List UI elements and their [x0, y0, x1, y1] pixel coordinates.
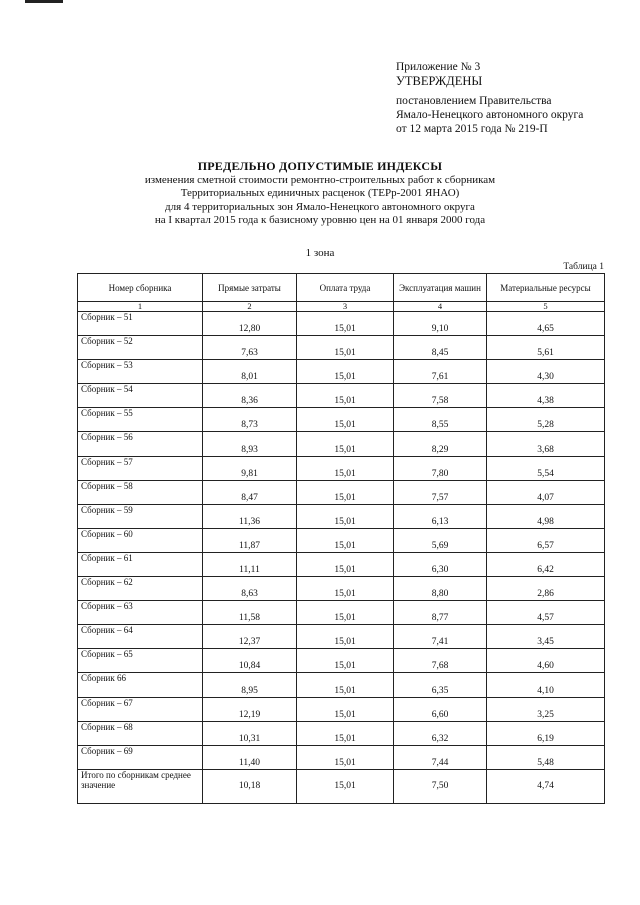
table-row [78, 577, 605, 601]
collection-name: Сборник – 56 [78, 432, 203, 456]
labor-value: 15,01 [297, 552, 394, 576]
table-row [78, 673, 605, 697]
machines-value: 7,57 [394, 480, 487, 504]
table-row [78, 552, 605, 576]
table-row [78, 480, 605, 504]
header-machines: Эксплуатация машин [394, 274, 487, 302]
heading-line-3: для 4 территориальных зон Ямало-Ненецкого автономного округа [165, 200, 475, 213]
machines-value: 7,58 [394, 384, 487, 408]
labor-value: 15,01 [297, 456, 394, 480]
labor-value: 15,01 [297, 745, 394, 769]
labor-value: 15,01 [297, 312, 394, 336]
collection-name: Сборник – 52 [78, 336, 203, 360]
labor-value: 15,01 [297, 721, 394, 745]
materials-value: 3,45 [487, 625, 605, 649]
direct-costs-value: 11,11 [203, 552, 297, 576]
table-row [78, 360, 605, 384]
labor-value: 15,01 [297, 625, 394, 649]
collection-name: Сборник – 58 [78, 480, 203, 504]
direct-costs-value: 11,40 [203, 745, 297, 769]
materials-value: 2,86 [487, 577, 605, 601]
machines-value: 7,41 [394, 625, 487, 649]
table-row [78, 649, 605, 673]
collection-name: Сборник – 59 [78, 504, 203, 528]
labor-value: 15,01 [297, 601, 394, 625]
collection-name: Сборник – 63 [78, 601, 203, 625]
table-row [78, 528, 605, 552]
labor-value: 15,01 [297, 360, 394, 384]
table-row [78, 601, 605, 625]
top-edge-mark [25, 0, 63, 3]
collection-name: Сборник – 69 [78, 745, 203, 769]
labor-value: 15,01 [297, 504, 394, 528]
materials-value: 5,48 [487, 745, 605, 769]
total-direct: 10,18 [203, 769, 297, 803]
collection-name: Сборник – 55 [78, 408, 203, 432]
machines-value: 6,35 [394, 673, 487, 697]
machines-value: 7,68 [394, 649, 487, 673]
labor-value: 15,01 [297, 384, 394, 408]
machines-value: 8,77 [394, 601, 487, 625]
direct-costs-value: 8,63 [203, 577, 297, 601]
table-number: Таблица 1 [563, 262, 604, 272]
direct-costs-value: 8,95 [203, 673, 297, 697]
labor-value: 15,01 [297, 408, 394, 432]
machines-value: 5,69 [394, 528, 487, 552]
approval-date: от 12 марта 2015 года № 219-П [396, 123, 548, 135]
table-row [78, 456, 605, 480]
table-row [78, 745, 605, 769]
labor-value: 15,01 [297, 480, 394, 504]
materials-value: 6,19 [487, 721, 605, 745]
direct-costs-value: 8,93 [203, 432, 297, 456]
machines-value: 8,55 [394, 408, 487, 432]
approval-resolution: постановлением Правительства [396, 95, 552, 107]
materials-value: 5,28 [487, 408, 605, 432]
materials-value: 4,07 [487, 480, 605, 504]
materials-value: 3,68 [487, 432, 605, 456]
direct-costs-value: 12,80 [203, 312, 297, 336]
direct-costs-value: 8,36 [203, 384, 297, 408]
materials-value: 4,57 [487, 601, 605, 625]
table-row [78, 625, 605, 649]
materials-value: 4,30 [487, 360, 605, 384]
labor-value: 15,01 [297, 528, 394, 552]
collection-name: Сборник – 67 [78, 697, 203, 721]
machines-value: 6,60 [394, 697, 487, 721]
heading-line-2: Территориальных единичных расценок (ТЕРр-2001 ЯНАО) [180, 187, 460, 199]
table-row [78, 504, 605, 528]
direct-costs-value: 10,31 [203, 721, 297, 745]
labor-value: 15,01 [297, 432, 394, 456]
direct-costs-value: 12,37 [203, 625, 297, 649]
materials-value: 4,98 [487, 504, 605, 528]
header-direct-costs: Прямые затраты [203, 274, 297, 302]
zone-label: 1 зона [305, 247, 335, 259]
machines-value: 9,10 [394, 312, 487, 336]
direct-costs-value: 11,36 [203, 504, 297, 528]
machines-value: 7,61 [394, 360, 487, 384]
direct-costs-value: 10,84 [203, 649, 297, 673]
collection-name: Сборник – 53 [78, 360, 203, 384]
machines-value: 8,80 [394, 577, 487, 601]
direct-costs-value: 11,58 [203, 601, 297, 625]
direct-costs-value: 11,87 [203, 528, 297, 552]
table-row [78, 336, 605, 360]
materials-value: 4,60 [487, 649, 605, 673]
column-number: 3 [297, 302, 394, 312]
collection-name: Сборник – 62 [78, 577, 203, 601]
table-row [78, 697, 605, 721]
approved-label: УТВЕРЖДЕНЫ [396, 74, 483, 88]
total-label: Итого по сборникам среднее значение [78, 769, 203, 803]
column-number: 1 [78, 302, 203, 312]
appendix-number: Приложение № 3 [396, 61, 481, 73]
table-row [78, 312, 605, 336]
direct-costs-value: 7,63 [203, 336, 297, 360]
labor-value: 15,01 [297, 649, 394, 673]
machines-value: 7,44 [394, 745, 487, 769]
heading-line-1: изменения сметной стоимости ремонтно-строительных работ к сборникам [144, 173, 496, 186]
collection-name: Сборник – 60 [78, 528, 203, 552]
approval-authority: Ямало-Ненецкого автономного округа [396, 109, 584, 121]
materials-value: 6,42 [487, 552, 605, 576]
machines-value: 7,80 [394, 456, 487, 480]
machines-value: 8,29 [394, 432, 487, 456]
heading-line-4: на I квартал 2015 года к базисному уровню цен на 01 января 2000 года [154, 214, 486, 226]
labor-value: 15,01 [297, 673, 394, 697]
collection-name: Сборник – 64 [78, 625, 203, 649]
labor-value: 15,01 [297, 697, 394, 721]
total-machines: 7,50 [394, 769, 487, 803]
direct-costs-value: 9,81 [203, 456, 297, 480]
collection-name: Сборник – 61 [78, 552, 203, 576]
column-number: 5 [487, 302, 605, 312]
total-materials: 4,74 [487, 769, 605, 803]
collection-name: Сборник 66 [78, 673, 203, 697]
materials-value: 5,61 [487, 336, 605, 360]
machines-value: 6,13 [394, 504, 487, 528]
column-number-row [78, 302, 605, 312]
machines-value: 6,30 [394, 552, 487, 576]
header-labor: Оплата труда [297, 274, 394, 302]
table-header-row [78, 274, 605, 302]
column-number: 4 [394, 302, 487, 312]
materials-value: 4,65 [487, 312, 605, 336]
labor-value: 15,01 [297, 336, 394, 360]
materials-value: 3,25 [487, 697, 605, 721]
collection-name: Сборник – 57 [78, 456, 203, 480]
table-row [78, 408, 605, 432]
machines-value: 8,45 [394, 336, 487, 360]
total-labor: 15,01 [297, 769, 394, 803]
direct-costs-value: 12,19 [203, 697, 297, 721]
collection-name: Сборник – 51 [78, 312, 203, 336]
machines-value: 6,32 [394, 721, 487, 745]
column-number: 2 [203, 302, 297, 312]
labor-value: 15,01 [297, 577, 394, 601]
direct-costs-value: 8,01 [203, 360, 297, 384]
document-title: ПРЕДЕЛЬНО ДОПУСТИМЫЕ ИНДЕКСЫ [197, 159, 443, 173]
materials-value: 4,38 [487, 384, 605, 408]
direct-costs-value: 8,47 [203, 480, 297, 504]
total-row [78, 769, 605, 803]
header-materials: Материальные ресурсы [487, 274, 605, 302]
table-row [78, 432, 605, 456]
collection-name: Сборник – 68 [78, 721, 203, 745]
direct-costs-value: 8,73 [203, 408, 297, 432]
header-collection-number: Номер сборника [78, 274, 203, 302]
materials-value: 6,57 [487, 528, 605, 552]
collection-name: Сборник – 65 [78, 649, 203, 673]
indices-table [77, 273, 605, 804]
materials-value: 5,54 [487, 456, 605, 480]
document-heading [0, 160, 640, 228]
collection-name: Сборник – 54 [78, 384, 203, 408]
table-row [78, 384, 605, 408]
materials-value: 4,10 [487, 673, 605, 697]
approval-block [396, 60, 626, 136]
table-row [78, 721, 605, 745]
